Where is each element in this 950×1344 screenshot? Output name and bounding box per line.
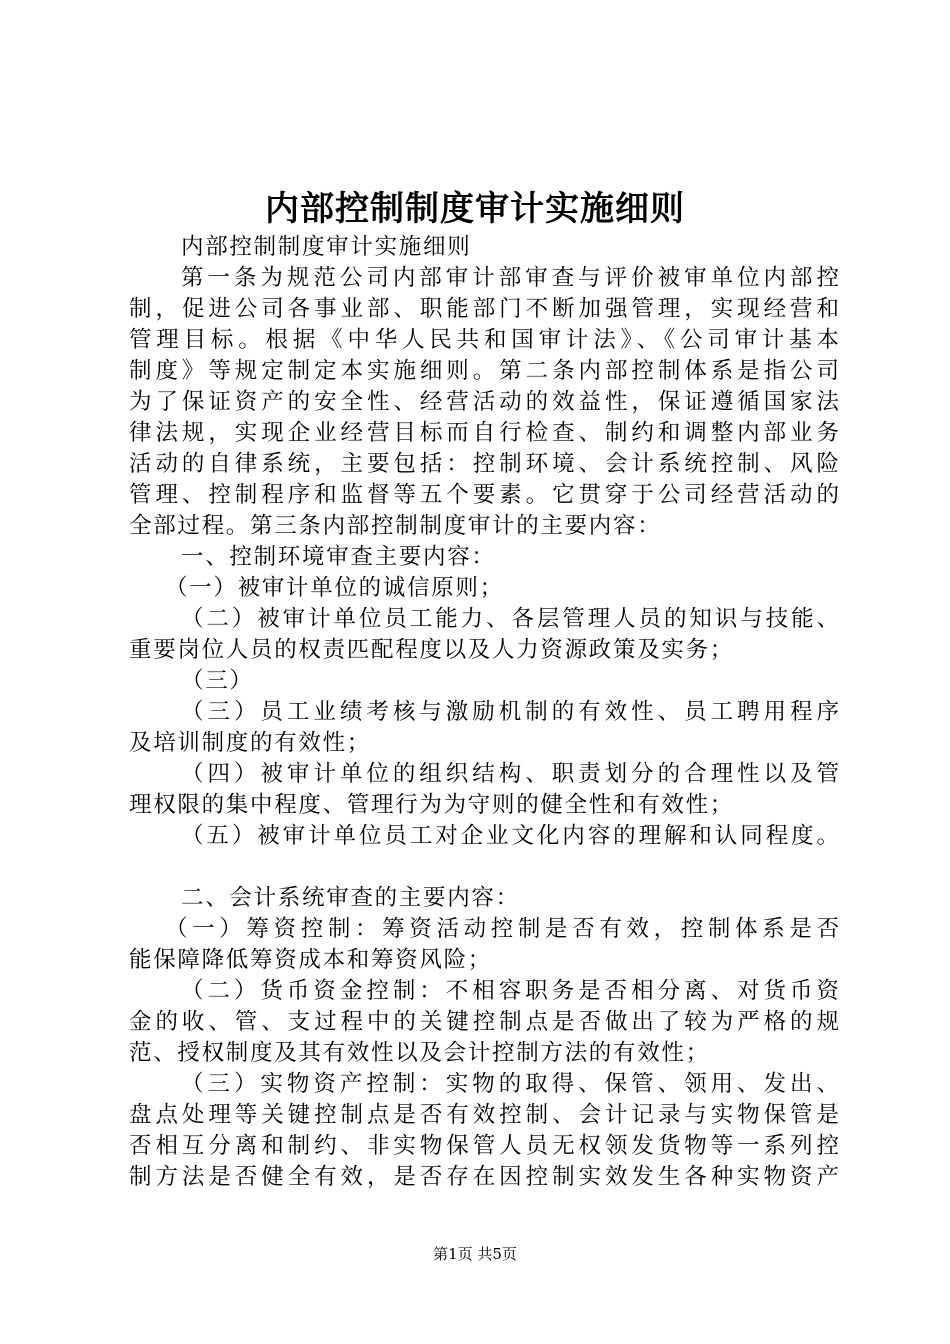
paragraph-line: 全部过程。第三条内部控制制度审计的主要内容： (129, 513, 662, 539)
paragraph-line: 制方法是否健全有效，是否存在因控制实效发生各种实物资产 (129, 1164, 839, 1190)
paragraph-line: 管理目标。根据《中华人民共和国审计法》、《公司审计基本 (129, 327, 839, 353)
paragraph-line: 一、控制环境审查主要内容： (181, 544, 496, 570)
paragraph-line: 律法规，实现企业经营目标而自行检查、制约和调整内部业务 (129, 420, 839, 446)
paragraph-line: 制，促进公司各事业部、职能部门不断加强管理，实现经营和 (129, 296, 839, 322)
paragraph-line: 内部控制制度审计实施细则 (181, 234, 472, 260)
paragraph-line: （一）被审计单位的诚信原则； (165, 575, 504, 601)
paragraph-line: （三）实物资产控制：实物的取得、保管、领用、发出、 (181, 1071, 839, 1097)
paragraph-line: （一）筹资控制：筹资活动控制是否有效，控制体系是否 (165, 916, 839, 942)
paragraph-line: 范、授权制度及其有效性以及会计控制方法的有效性； (129, 1040, 710, 1066)
paragraph-line: （三）员工业绩考核与激励机制的有效性、员工聘用程序 (181, 699, 839, 725)
paragraph-line: （五）被审计单位员工对企业文化内容的理解和认同程度。 (181, 823, 839, 849)
paragraph-line: 制度》等规定制定本实施细则。第二条内部控制体系是指公司 (129, 358, 839, 384)
paragraph-line: 盘点处理等关键控制点是否有效控制、会计记录与实物保管是 (129, 1102, 839, 1128)
paragraph-line: （二）被审计单位员工能力、各层管理人员的知识与技能、 (181, 606, 839, 632)
paragraph-line: 管理、控制程序和监督等五个要素。它贯穿于公司经营活动的 (129, 482, 839, 508)
paragraph-line: 二、会计系统审查的主要内容： (181, 885, 520, 911)
paragraph-line: 理权限的集中程度、管理行为为守则的健全性和有效性； (129, 792, 735, 818)
paragraph-line: 重要岗位人员的权责匹配程度以及人力资源政策及实务； (129, 637, 735, 663)
page-title: 内部控制制度审计实施细则 (265, 189, 685, 229)
paragraph-line: 第一条为规范公司内部审计部审查与评价被审单位内部控 (181, 265, 839, 291)
page-footer: 第1页 共5页 (433, 1245, 517, 1263)
paragraph-line: 及培训制度的有效性； (129, 730, 372, 756)
paragraph-line: （二）货币资金控制：不相容职务是否相分离、对货币资 (181, 978, 839, 1004)
paragraph-line: （三） (181, 668, 254, 694)
paragraph-line (129, 852, 839, 883)
paragraph-line: 否相互分离和制约、非实物保管人员无权领发货物等一系列控 (129, 1133, 839, 1159)
paragraph-line: 活动的自律系统，主要包括：控制环境、会计系统控制、风险 (129, 451, 839, 477)
document-body (129, 232, 839, 1193)
paragraph-line: 能保障降低筹资成本和筹资风险； (129, 947, 493, 973)
paragraph-line: 为了保证资产的安全性、经营活动的效益性，保证遵循国家法 (129, 389, 839, 415)
paragraph-line: 金的收、管、支过程中的关键控制点是否做出了较为严格的规 (129, 1009, 839, 1035)
paragraph-line: （四）被审计单位的组织结构、职责划分的合理性以及管 (181, 761, 839, 787)
